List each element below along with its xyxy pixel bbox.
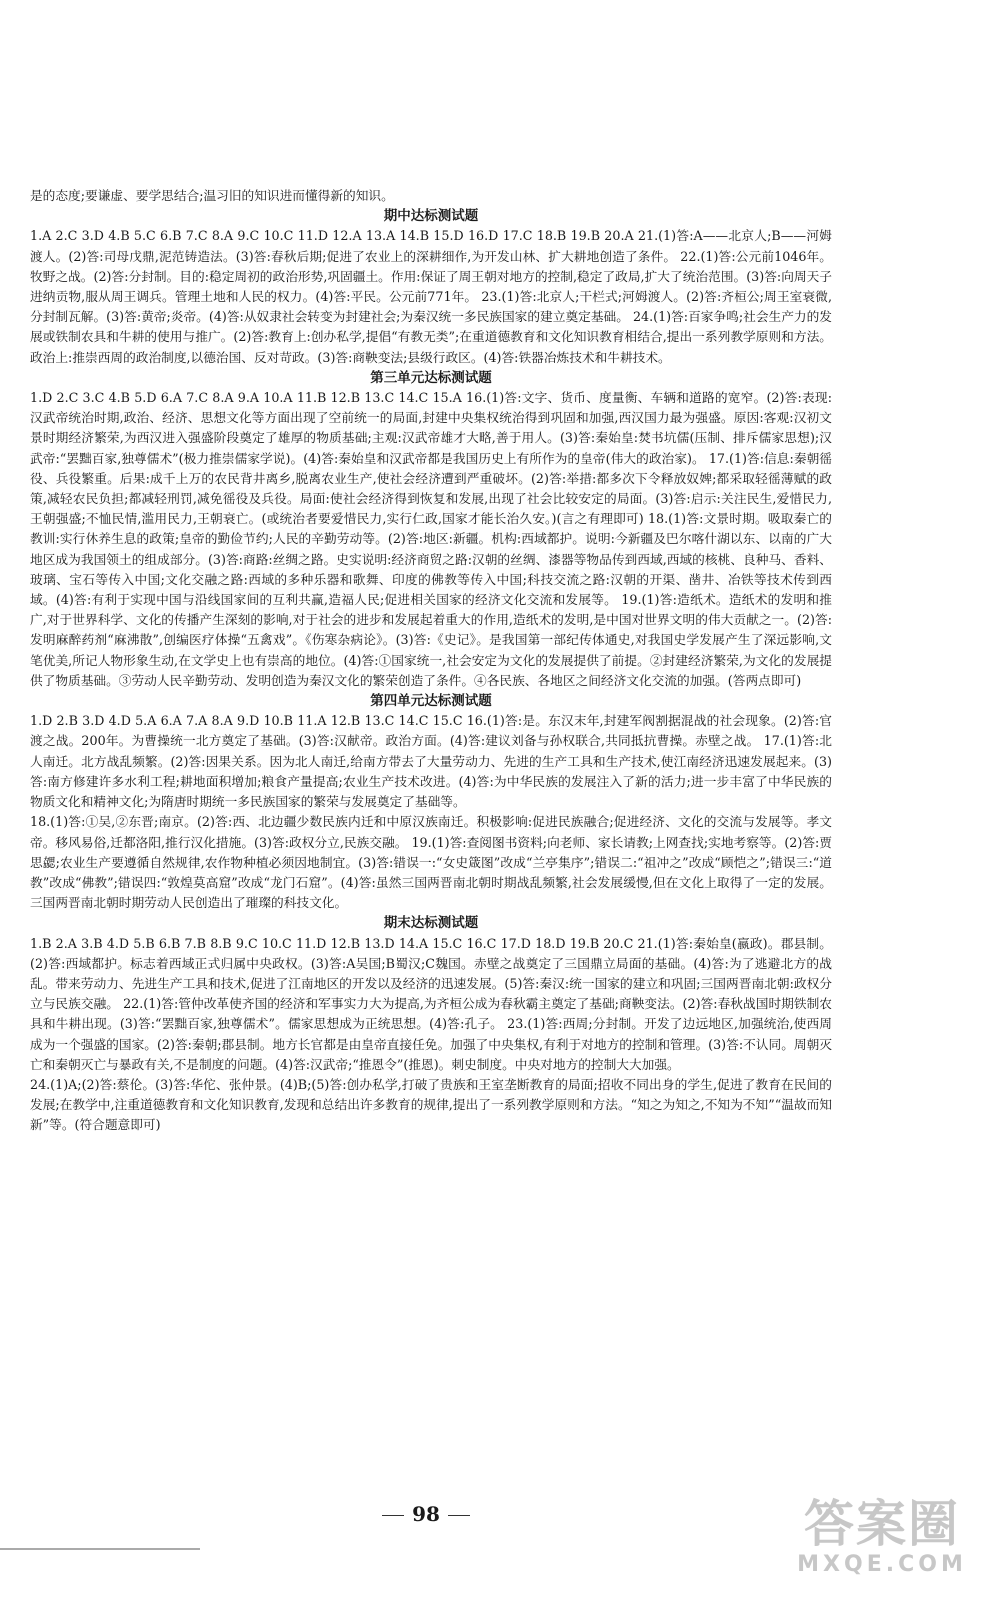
section-title: 期中达标测试题 — [383, 208, 479, 225]
page-number — [0, 1502, 852, 1526]
section-title: 期末达标测试题 — [383, 915, 479, 932]
bottom-rule — [0, 1548, 200, 1550]
watermark-main: 答案圈 — [804, 1495, 960, 1553]
answer-paragraph: 1.D 2.C 3.C 4.B 5.D 6.A 7.C 8.A 9.A 10.A 11.B 12.B 13.C 14.C 15.A 16.(1)答:文字、货币、度量衡、车辆和道路的宽窄。(2)答:表现:汉武帝统治时期,政治、经济、思想文化等方面出现了空前统一的局面,封建中央集权统治得到巩固和加强,西汉国力最为强盛。原因:客观:汉初文景时期经济繁荣,为西汉进入强盛阶段奠定了雄厚的物质基础;主观:汉武帝雄才大略,善于用人。(3)答:秦始皇:焚书坑儒(压制、排斥儒家思想);汉武帝:“罢黜百家,独尊儒术”(极力推崇儒家学说)。(4)答:秦始皇和汉武帝都是我国历史上有所作为的皇帝(伟大的政治家)。 17.(1)答:信息:秦朝徭役、兵役繁重。后果:成千上万的农民背井离乡,脱离农业生产,使社会经济遭到严重破坏。(2)答:举措:都多次下令释放奴婢;都采取轻徭薄赋的政策,减轻农民负担;都减轻刑罚,减免徭役及兵役。局面:使社会经济得到恢复和发展,出现了社会比较安定的局面。(3)答:启示:关注民生,爱惜民力,王朝强盛;不恤民情,滥用民力,王朝衰亡。(或统治者要爱惜民力,实行仁政,国家才能长治久安。)(言之有理即可) 18.(1)答:文景时期。吸取秦亡的教训:实行休养生息的政策;皇帝的勤俭节约;人民的辛勤劳动等。(2)答:地区:新疆。机构:西域都护。说明:今新疆及巴尔喀什湖以东、以南的广大地区成为我国领土的组成部分。(3)答:商路:丝绸之路。史实说明:经济商贸之路:汉朝的丝绸、漆器等物品传到西域,西域的核桃、良种马、香料、玻璃、宝石等传入中国;文化交融之路:西域的多种乐器和歌舞、印度的佛教等传入中国;科技交流之路:汉朝的开渠、凿井、冶铁等技术传到西域。(4)答:有利于实现中国与沿线国家间的互利共赢,造福人民;促进相关国家的经济文化交流和发展等。 19.(1)答:造纸术。造纸术的发明和推广,对于世界科学、文化的传播产生深刻的影响,对于社会的进步和发展起着重大的作用,造纸术的发明,是中国对世界文明的伟大贡献之一。(2)答:发明麻醉药剂“麻沸散”,创编医疗体操“五禽戏”。《伤寒杂病论》。(3)答:《史记》。是我国第一部纪传体通史,对我国史学发展产生了深远影响,文笔优美,所记人物形象生动,在文学史上也有崇高的地位。(4)答:①国家统一,社会安定为文化的发展提供了前提。②封建经济繁荣,为文化的发展提供了物质基础。③劳动人民辛勤劳动、发明创造为秦汉文化的繁荣创造了条件。④各民族、各地区之间经济文化交流的加强。(答两点即可) — [30, 390, 832, 688]
section-title: 第三单元达标测试题 — [370, 369, 492, 386]
page-number-text: 98 — [412, 1502, 440, 1526]
answer-paragraph: 1.A 2.C 3.D 4.B 5.C 6.B 7.C 8.A 9.C 10.C 11.D 12.A 13.A 14.B 15.D 16.D 17.C 18.B 19.B 20.A 21.(1)答:A——北京人;B——河姆渡人。(2)答:司母戊鼎,泥范铸造法。(3)答:春秋后期;促进了农业上的深耕细作,为开发山林、扩大耕地创造了条件。 22.(1)答:公元前1046年。牧野之战。(2)答:分封制。目的:稳定周初的政治形势,巩固疆土。作用:保证了周王朝对地方的控制,稳定了政局,扩大了统治范围。(3)答:向周天子进纳贡物,服从周王调兵。管理土地和人民的权力。(4)答:平民。公元前771年。 23.(1)答:北京人;干栏式;河姆渡人。(2)答:齐桓公;周王室衰微,分封制瓦解。(3)答:黄帝;炎帝。(4)答:从奴隶社会转变为封建社会;为秦汉统一多民族国家的建立奠定基础。 24.(1)答:百家争鸣;社会生产力的发展或铁制农具和牛耕的使用与推广。(2)答:教育上:创办私学,提倡“有教无类”;在重道德教育和文化知识教育相结合,提出一系列教学原则和方法。政治上:推崇西周的政治制度,以德治国、反对苛政。(3)答:商鞅变法;县级行政区。(4)答:铁器冶炼技术和牛耕技术。 — [30, 228, 832, 365]
watermark-logo — [784, 1496, 980, 1582]
answer-paragraph: 1.B 2.A 3.B 4.D 5.B 6.B 7.B 8.B 9.C 10.C 11.D 12.B 13.D 14.A 15.C 16.C 17.D 18.D 19.B 20.C 21.(1)答:秦始皇(嬴政)。郡县制。(2)答:西域都护。标志着西域正式归属中央政权。(3)答:A吴国;B蜀汉;C魏国。赤壁之战奠定了三国鼎立局面的基础。(4)答:为了逃避北方的战乱。带来劳动力、先进生产工具和技术,促进了江南地区的开发以及经济的迅速发展。(5)答:秦汉:统一国家的建立和巩固;三国两晋南北朝:政权分立与民族交融。 22.(1)答:管仲改革使齐国的经济和军事实力大为提高,为齐桓公成为春秋霸主奠定了基础;商鞅变法。(2)答:春秋战国时期铁制农具和牛耕出现。(3)答:“罢黜百家,独尊儒术”。儒家思想成为正统思想。(4)答:孔子。 23.(1)答:西周;分封制。开发了边远地区,加强统治,使西周成为一个强盛的国家。(2)答:秦朝;郡县制。地方长官都是由皇帝直接任免。加强了中央集权,有利于对地方的控制和管理。(3)答:不认同。周朝灭亡和秦朝灭亡与暴政有关,不是制度的问题。(4)答:汉武帝;“推恩令”(推恩)。刺史制度。中央对地方的控制大大加强。 — [30, 935, 832, 1072]
right-dash — [448, 1515, 470, 1516]
answer-paragraph: 24.(1)A;(2)答:蔡伦。(3)答:华佗、张仲景。(4)B;(5)答:创办私学,打破了贵族和王室垄断教育的局面;招收不同出身的学生,促进了教育在民间的发展;在教学中,注重道德教育和文化知识教育,发现和总结出许多教育的规律,提出了一系列教学原则和方法。“知之为知之,不知为不知”“温故而知新”等。(符合题意即可) — [30, 1076, 832, 1133]
answer-content — [30, 186, 832, 1136]
section-title: 第四单元达标测试题 — [370, 693, 492, 710]
watermark-sub: MXQE.COM — [797, 1552, 967, 1577]
answer-paragraph: 18.(1)答:①吴,②东晋;南京。(2)答:西、北边疆少数民族内迁和中原汉族南迁。积极影响:促进民族融合;促进经济、文化的交流与发展等。孝文帝。移风易俗,迁都洛阳,推行汉化措施。(3)答:政权分立,民族交融。 19.(1)答:查阅图书资料;向老师、家长请教;上网查找;实地考察等。(2)答:贾思勰;农业生产要遵循自然规律,农作物种植必须因地制宜。(3)答:错误一:“女史箴图”改成“兰亭集序”;错误二:“祖冲之”改成“顾恺之”;错误三:“道教”改成“佛教”;错误四:“敦煌莫高窟”改成“龙门石窟”。(4)答:虽然三国两晋南北朝时期战乱频繁,社会发展缓慢,但在文化上取得了一定的发展。 三国两晋南北朝时期劳动人民创造出了璀璨的科技文化。 — [30, 814, 832, 911]
intro-line: 是的态度;要谦虚、要学思结合;温习旧的知识进而懂得新的知识。 — [30, 188, 394, 203]
answer-paragraph: 1.D 2.B 3.D 4.D 5.A 6.A 7.A 8.A 9.D 10.B 11.A 12.B 13.C 14.C 15.C 16.(1)答:是。东汉末年,封建军阀割据混战的社会现象。(2)答:官渡之战。200年。为曹操统一北方奠定了基础。(3)答:汉献帝。政治方面。(4)答:建议刘备与孙权联合,共同抵抗曹操。赤壁之战。 17.(1)答:北人南迁。北方战乱频繁。(2)答:因果关系。因为北人南迁,给南方带去了大量劳动力、先进的生产工具和生产技术,使江南经济迅速发展起来。(3)答:南方修建许多水利工程;耕地面积增加;粮食产量提高;农业生产技术改进。(4)答:为中华民族的发展注入了新的活力;进一步丰富了中华民族的物质文化和精神文化;为隋唐时期统一多民族国家的繁荣与发展奠定了基础等。 — [30, 713, 832, 810]
left-dash — [382, 1515, 404, 1516]
